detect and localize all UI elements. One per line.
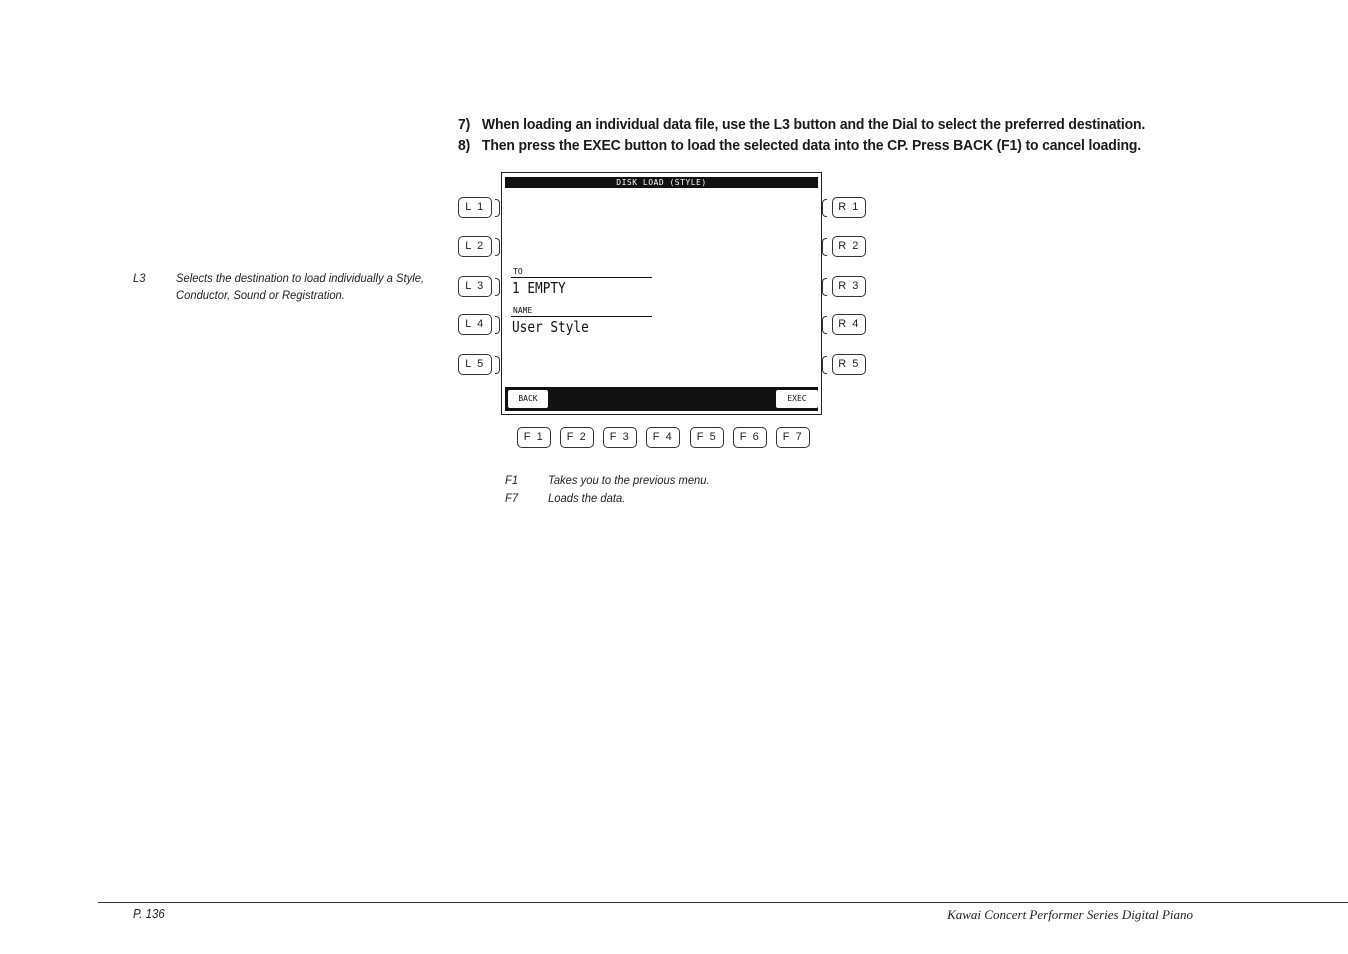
step-text: When loading an individual data file, use the L3 button and the Dial to select the preferred destination. <box>481 116 1146 133</box>
f5-button[interactable]: F 5 <box>690 427 724 448</box>
name-label: NAME <box>513 306 533 315</box>
side-note-line-1: Selects the destination to load individually a Style, <box>176 271 425 285</box>
side-note-key: L3 <box>133 271 146 285</box>
l2-bracket <box>495 238 500 256</box>
screen-title: DISK LOAD (STYLE) <box>505 177 818 188</box>
back-soft-button[interactable]: BACK <box>508 390 548 408</box>
to-underline <box>511 277 652 278</box>
instruction-step-8 <box>458 137 1141 154</box>
l4-button[interactable]: L 4 <box>458 314 492 335</box>
screen-bottom-bar <box>505 387 818 411</box>
f7-button[interactable]: F 7 <box>776 427 810 448</box>
f3-button[interactable]: F 3 <box>603 427 637 448</box>
f4-button[interactable]: F 4 <box>646 427 680 448</box>
r1-button[interactable]: R 1 <box>832 197 866 218</box>
instruction-step-7 <box>458 116 1145 133</box>
footer-divider <box>98 902 1348 903</box>
page-number: P. 136 <box>133 907 165 921</box>
f1-note-text: Takes you to the previous menu. <box>548 473 710 487</box>
lcd-screen <box>501 172 822 415</box>
name-underline <box>511 316 652 317</box>
l3-button[interactable]: L 3 <box>458 276 492 297</box>
l4-bracket <box>495 316 500 334</box>
f2-button[interactable]: F 2 <box>560 427 594 448</box>
r2-button[interactable]: R 2 <box>832 236 866 257</box>
r4-button[interactable]: R 4 <box>832 314 866 335</box>
manual-title: Kawai Concert Performer Series Digital Piano <box>947 907 1193 922</box>
r2-bracket <box>822 238 827 256</box>
f7-note-text: Loads the data. <box>548 491 626 505</box>
l1-bracket <box>495 199 500 217</box>
l5-bracket <box>495 356 500 374</box>
l2-button[interactable]: L 2 <box>458 236 492 257</box>
r3-button[interactable]: R 3 <box>832 276 866 297</box>
r5-button[interactable]: R 5 <box>832 354 866 375</box>
r3-bracket <box>822 278 827 296</box>
side-note-line-2: Conductor, Sound or Registration. <box>176 288 345 302</box>
step-number: 8) <box>458 137 471 154</box>
f6-button[interactable]: F 6 <box>733 427 767 448</box>
l3-bracket <box>495 278 500 296</box>
to-label: TO <box>513 267 523 276</box>
r1-bracket <box>822 199 827 217</box>
step-text: Then press the EXEC button to load the selected data into the CP. Press BACK (F1) to cancel loading. <box>481 137 1141 154</box>
f1-button[interactable]: F 1 <box>517 427 551 448</box>
r4-bracket <box>822 316 827 334</box>
f1-note-key: F1 <box>505 473 519 487</box>
name-value: User Style <box>512 318 589 336</box>
to-value[interactable]: 1 EMPTY <box>512 279 566 297</box>
l1-button[interactable]: L 1 <box>458 197 492 218</box>
step-number: 7) <box>458 116 471 133</box>
l5-button[interactable]: L 5 <box>458 354 492 375</box>
r5-bracket <box>822 356 827 374</box>
f7-note-key: F7 <box>505 491 519 505</box>
exec-soft-button[interactable]: EXEC <box>776 390 818 408</box>
